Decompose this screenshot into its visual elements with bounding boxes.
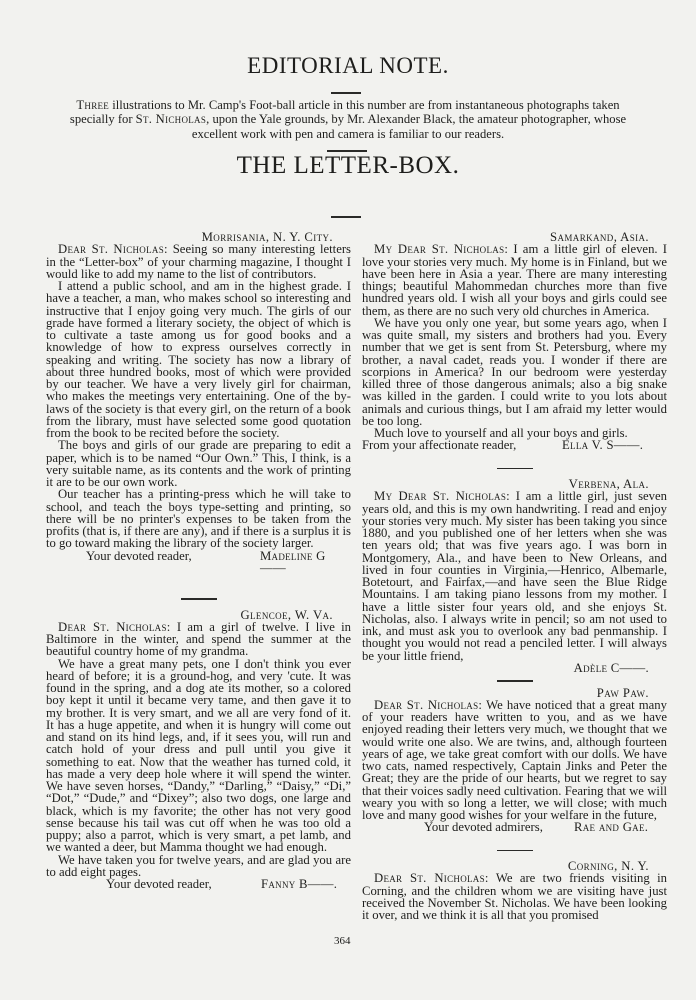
closing: From your affectionate reader, (362, 438, 517, 453)
divider (497, 680, 533, 682)
letter-paragraph (362, 699, 667, 822)
signature-name: Fanny B——. (261, 877, 338, 891)
signature-name: Rae and Gae. (574, 820, 649, 835)
letter-paragraph (362, 490, 667, 662)
letter-paragraph: We have you only one year, but some years ago, when I was quite small, my sisters and brothers had you. Every number that we get is sent from St. Petersburg, where my brother, a naval cadet, reads you. I wonder if there are scorpions in America? In our bedroom were yesterday killed three of those dangerous animals; also a big snake was killed in the garden. I could write to you lots about animals and curious things, but I am afraid my letter would be too long. (362, 315, 667, 428)
divider (181, 598, 217, 600)
letter-signature (46, 878, 351, 890)
divider (331, 92, 361, 94)
right-column (362, 230, 667, 921)
letter-place: Morrisania, N. Y. City. (201, 230, 333, 244)
magazine-name: St. Nicholas (135, 112, 207, 127)
letter-paragraph (362, 872, 667, 921)
salutation: Dear St. Nicholas: (58, 242, 168, 257)
paragraph-text: We have noticed that a great many of your readers have written to you, and as we have enjoyed reading their letters very much, we thought that we would write one also. We are twins, and, although fourteen years of age, we take great comfort with our dolls. We have two cats, named respectively, Captain Jinks and Peter the Great; they are the pride of our hearts, but we regret to say that their voices sadly need cultivation. Fearing that we will weary you with so long a letter, we will close; with much love and many good wishes for your welfare in the future, (362, 697, 667, 822)
letter-morrisania (46, 231, 351, 574)
divider (497, 850, 533, 852)
salutation: Dear St. Nicholas: (374, 871, 489, 886)
paragraph-text: We are two friends visiting in Corning, and the children whom we are visiting have just received the November St. Nicholas. We have been looking it over, and we think it is all that you promised (362, 871, 667, 922)
letter-samarkand (362, 231, 667, 452)
letter-signature (362, 821, 667, 833)
closing: Your devoted reader, (106, 877, 212, 891)
letter-signature (46, 550, 351, 575)
editorial-text: , upon the Yale grounds, by Mr. Alexander Black, the amateur photographer, whose excellent work with pen and camera is familiar to our readers. (191, 112, 627, 141)
divider (331, 216, 361, 218)
closing: Your devoted admirers, (424, 820, 543, 835)
editorial-note-title: EDITORIAL NOTE. (247, 53, 449, 78)
paragraph-text: Seeing so many interesting letters in the “Letter-box” of your charming magazine, I thought I would like to add my name to the list of contributors. (46, 242, 351, 281)
signature-name: Madeline G—— (259, 548, 326, 575)
letter-place: Verbena, Ala. (568, 477, 649, 491)
letter-paragraph: The boys and girls of our grade are preparing to edit a paper, which is to be named “Our Own.” This, I think, is a very suitable name, as its contents and the work of printing it are to be our own work. (46, 438, 351, 489)
letter-paragraph (46, 621, 351, 658)
letter-corning (362, 860, 667, 921)
letter-glencoe (46, 609, 351, 891)
letter-box-title: THE LETTER-BOX. (236, 152, 460, 179)
left-column (46, 230, 351, 890)
signature-name: Ella V. S——. (562, 438, 644, 453)
letter-paragraph: I attend a public school, and am in the highest grade. I have a teacher, a man, who makes school so interesting and instructive that I enjoy going very much. The girls of our grade have formed a literary society, the object of which is to cultivate a taste among us for good books and a knowledge of how to express ourselves correctly in speaking and writing. The society has now a library of about three hundred books, most of which were provided by our teacher. We have a very lively girl for chairman, who makes the meetings very entertaining. One of the by-laws of the society is that every girl, on the return of a book from the library, must have selected some good quotation from the book to be recited before the society. (46, 279, 351, 440)
letter-paragraph: We have taken you for twelve years, and are glad you are to add eight pages. (46, 852, 351, 879)
salutation: Dear St. Nicholas: (58, 619, 171, 634)
letter-paw-paw (362, 687, 667, 834)
lead-word: Three (76, 98, 110, 112)
signature-name: Adèle C——. (573, 660, 649, 675)
salutation: My Dear St. Nicholas: (374, 242, 509, 257)
letter-signature (362, 439, 667, 451)
letter-place: Paw Paw. (596, 685, 649, 700)
paragraph-text: I am a little girl, just seven years old, and this is my own handwriting. I read and enjoy your stories very much. My sister has been taking you since 1880, and you published one of her letters when she was ten years old; that was five years ago. I was born in Montgomery, Ala., and have been to New Orleans, and lived in four counties in Virginia,—Henrico, Albemarle, Botetourt, and Fairfax,—and have seen the Blue Ridge Mountains. I am taking piano lessons from my mother. I have a little sister four years old, and she enjoys St. Nicholas, also. I always write in pencil; so am not used to ink, and must ask you to overlook any bad penmanship. I thought you would not read a penciled letter. I will always be your little friend, (362, 489, 667, 663)
letter-place: Corning, N. Y. (567, 859, 649, 873)
closing: Your devoted reader, (86, 548, 192, 563)
letter-paragraph (362, 243, 667, 317)
editorial-note-body (66, 98, 630, 141)
letter-paragraph (46, 243, 351, 280)
letter-paragraph: We have a great many pets, one I don't think you ever heard of before; it is a ground-hog, and very 'cute. It was found in the spring, and a dog ate its mother, so a colored boy kept it until it became very tame, and then gave it to my brother. It is very smart, and we all are very fond of it. It has a huge appetite, and when it is hungry will come out and stand on its hind legs, and, if it sees you, will run and catch hold of your dress and pull until you give it something to eat. Now that the weather has turned cold, it has made a very deep hole where it will spend the winter. We have seven horses, “Dandy,” “Darling,” “Daisy,” “Di,” “Dot,” “Dude,” and “Dixey”; also two dogs, one large and black, which is my favorite; the other has not very good sense because his tail was cut off when he was too old a puppy; also a parrot, which is very smart, a pet lamb, and we wanted a deer, but Mamma thought we had enough. (46, 656, 351, 855)
paragraph-text: I am a little girl of eleven. I love your stories very much. My home is in Finland, but we have been here in Asia a year. There are many interesting things; beautiful Mahommedan churches more than five hundred years old. I wish all your boys and girls could see them, as there are no such very old churches in America. (362, 242, 667, 318)
salutation: Dear St. Nicholas: (374, 697, 483, 712)
letter-place: Glencoe, W. Va. (240, 607, 333, 622)
letter-paragraph: Our teacher has a printing-press which he will take to school, and teach the boys type-setting and printing, so there will be no printer's expenses to be taken from the profits (that is, if there are any), and if there is a surplus it is to go toward making the library of the society larger. (46, 487, 351, 551)
letter-paragraph: Much love to yourself and all your boys and girls. (374, 426, 628, 440)
paragraph-text: I am a girl of twelve. I live in Baltimore in the winter, and spend the summer at the beautiful country home of my grandma. (46, 619, 351, 659)
divider (497, 468, 533, 470)
letter-place: Samarkand, Asia. (550, 230, 649, 244)
salutation: My Dear St. Nicholas: (374, 489, 510, 504)
letter-verbena (362, 478, 667, 674)
page-number: 364 (334, 935, 351, 947)
editorial-text: illustrations to Mr. Camp's Foot-ball article in this number are from instantaneous photographs taken specially for (69, 98, 620, 127)
